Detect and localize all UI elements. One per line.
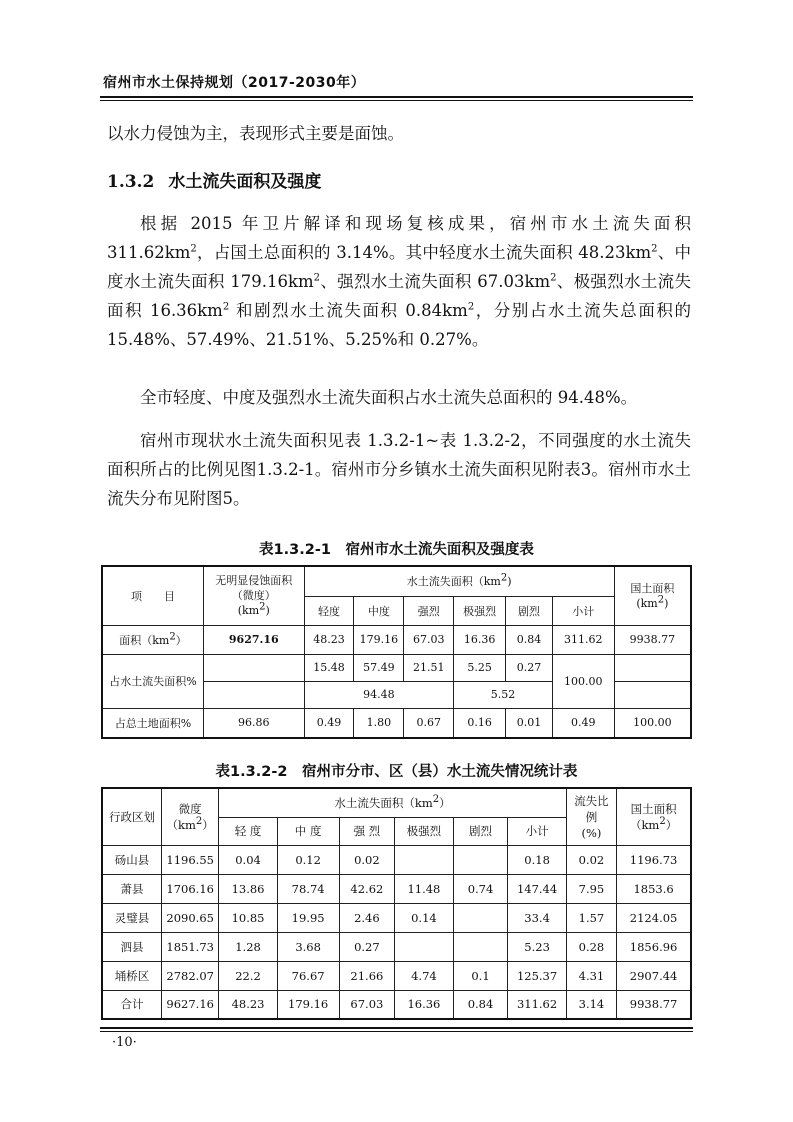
table-cell: 0.14	[395, 903, 453, 932]
hdr-line: 国土面积	[630, 801, 677, 816]
table1-sub-header: 轻度	[304, 596, 354, 625]
table-cell: 合计	[102, 990, 161, 1019]
hdr-line: (%)	[581, 825, 602, 840]
table2-sub-header: 中 度	[277, 817, 339, 845]
table-cell: 4.74	[395, 961, 453, 990]
sup: 2	[550, 272, 557, 284]
sup: 2	[657, 594, 665, 606]
table-cell: 16.36	[395, 990, 453, 1019]
table1-row-land-pct	[102, 708, 691, 738]
hdr-line: )	[507, 575, 512, 589]
table-cell: 7.95	[566, 874, 616, 903]
table-cell: 19.95	[277, 903, 339, 932]
table-cell	[614, 654, 691, 681]
table1-sub-header: 剧烈	[506, 596, 553, 625]
hdr-line: (km	[636, 596, 658, 610]
hdr-line: )	[664, 596, 669, 610]
hdr-line: 水土流失面积（km	[334, 795, 433, 810]
table-cell	[395, 845, 453, 874]
table-cell: 42.62	[339, 874, 395, 903]
table1-header-item: 项 目	[102, 566, 204, 625]
table-cell	[614, 681, 691, 708]
table-cell: 1856.96	[617, 932, 691, 961]
section-heading	[107, 167, 321, 192]
table-cell: 1.80	[354, 708, 404, 738]
p1-a: 根据 2015 年卫片解译和现场复核成果，宿州市水土流失面积 311.62km	[107, 214, 691, 262]
table1-header-loss	[304, 566, 614, 596]
table-cell	[204, 654, 305, 681]
intro-line: 以水力侵蚀为主，表现形式主要是面蚀。	[107, 124, 404, 143]
table-cell: 1.57	[566, 903, 616, 932]
hdr-line: ）	[439, 795, 451, 810]
table-cell: 9627.16	[204, 625, 305, 654]
footer-rule	[100, 1027, 693, 1029]
table2-header-region: 行政区划	[102, 788, 161, 845]
table2-header-micro	[161, 788, 218, 845]
table-cell	[453, 932, 508, 961]
table-cell: 9627.16	[161, 990, 218, 1019]
table-cell: 16.36	[454, 625, 506, 654]
table-cell: 1.28	[219, 932, 277, 961]
p1-c: 、中度水土流失面积 179.16km	[107, 243, 691, 291]
table-cell: 9938.77	[617, 990, 691, 1019]
table1-sub-header: 极强烈	[454, 596, 506, 625]
table-cell: 5.25	[454, 654, 506, 681]
table-row-total	[102, 990, 691, 1019]
table-cell: 砀山县	[102, 845, 161, 874]
table2-body	[102, 845, 691, 1019]
table-cell: 2124.05	[617, 903, 691, 932]
table1-row-loss-pct	[102, 654, 691, 681]
sup: 2	[500, 572, 508, 584]
table2-sub-header: 剧烈	[453, 817, 508, 845]
table-cell: 0.84	[506, 625, 553, 654]
table-cell: 0.67	[404, 708, 454, 738]
table-cell: 311.62	[508, 990, 566, 1019]
table1-sub-header: 小计	[552, 596, 614, 625]
table-cell: 100.00	[552, 654, 614, 708]
table-cell: 0.49	[552, 708, 614, 738]
hdr-line: 水土流失面积（km	[406, 575, 501, 589]
hdr-line: 微度	[178, 801, 202, 816]
hdr-line: (km	[237, 604, 260, 618]
table-cell	[453, 845, 508, 874]
table-cell: 147.44	[508, 874, 566, 903]
table-cell: 3.68	[277, 932, 339, 961]
table2	[101, 787, 692, 1020]
table1	[101, 565, 692, 739]
hdr-line: 无明显侵蚀面积	[215, 574, 293, 588]
table-cell: 179.16	[354, 625, 404, 654]
table-cell: 萧县	[102, 874, 161, 903]
cell-text: 面积（km	[119, 633, 170, 647]
table-cell	[204, 681, 305, 708]
table-row	[102, 932, 691, 961]
table-cell: 0.02	[339, 845, 395, 874]
page-number: ·10·	[112, 1035, 137, 1050]
hdr-line: )	[265, 604, 270, 618]
p1-g: ，分别占水土流失总面积的 15.48%、57.49%、21.51%、5.25%和 0.27%。	[107, 301, 691, 349]
table-row	[102, 874, 691, 903]
table-cell: 4.31	[566, 961, 616, 990]
table-cell: 125.37	[508, 961, 566, 990]
footer-rule-thin	[100, 1031, 693, 1032]
table-cell: 15.48	[304, 654, 354, 681]
table-cell: 占水土流失面积%	[102, 654, 204, 708]
table-cell: 67.03	[339, 990, 395, 1019]
table-cell: 48.23	[219, 990, 277, 1019]
table-cell: 2782.07	[161, 961, 218, 990]
sup: 2	[467, 301, 475, 313]
table-cell: 5.52	[454, 681, 553, 708]
table-cell: 1706.16	[161, 874, 218, 903]
table-cell: 泗县	[102, 932, 161, 961]
cell-text: ）	[175, 633, 187, 647]
table-row	[102, 845, 691, 874]
table-cell: 0.18	[508, 845, 566, 874]
table2-caption: 表1.3.2-2 宿州市分市、区（县）水土流失情况统计表	[215, 764, 578, 780]
table-cell: 5.23	[508, 932, 566, 961]
table-cell: 100.00	[614, 708, 691, 738]
p1-e: 、极强烈水土流失面积 16.36km	[107, 272, 691, 320]
header-rule	[100, 96, 693, 98]
sup: 2	[659, 815, 666, 827]
p1-d: 、强烈水土流失面积 67.03km	[320, 272, 551, 291]
table-cell: 2.46	[339, 903, 395, 932]
table-cell: 0.27	[339, 932, 395, 961]
table-cell: 埇桥区	[102, 961, 161, 990]
sup: 2	[222, 301, 230, 313]
table-cell: 2907.44	[617, 961, 691, 990]
table-cell: 78.74	[277, 874, 339, 903]
table2-sub-header: 轻 度	[219, 817, 277, 845]
paragraph-2: 全市轻度、中度及强烈水土流失面积占水土流失总面积的 94.48%。	[140, 388, 638, 407]
table-cell	[395, 932, 453, 961]
table-cell: 1851.73	[161, 932, 218, 961]
table-cell: 0.02	[566, 845, 616, 874]
table-cell: 0.74	[453, 874, 508, 903]
table-cell: 3.14	[566, 990, 616, 1019]
table-cell: 灵璧县	[102, 903, 161, 932]
table-cell: 21.66	[339, 961, 395, 990]
table-cell: 1853.6	[617, 874, 691, 903]
table1-header-nonobvious	[204, 566, 305, 625]
table-cell: 0.49	[304, 708, 354, 738]
table2-header-loss	[219, 788, 566, 817]
table-cell: 311.62	[552, 625, 614, 654]
table-cell: 2090.65	[161, 903, 218, 932]
table-cell: 48.23	[304, 625, 354, 654]
sup: 2	[259, 601, 266, 613]
p1-f: 和剧烈水土流失面积 0.84km	[229, 301, 468, 320]
sup: 2	[651, 243, 658, 255]
table-cell: 179.16	[277, 990, 339, 1019]
table1-caption: 表1.3.2-1 宿州市水土流失面积及强度表	[259, 542, 534, 558]
table-cell: 22.2	[219, 961, 277, 990]
sup: 2	[313, 272, 321, 284]
table-cell: 13.86	[219, 874, 277, 903]
hdr-line: （km	[166, 817, 196, 832]
sup: 2	[195, 815, 203, 827]
section-number: 1.3.2	[107, 172, 155, 192]
table-row	[102, 961, 691, 990]
hdr-line: （微度）	[231, 589, 276, 603]
table-cell: 占总土地面积%	[102, 708, 204, 738]
table1-header-land	[614, 566, 691, 625]
section-title: 水土流失面积及强度	[168, 172, 322, 192]
table1-row-area	[102, 625, 691, 654]
table-cell: 0.16	[454, 708, 506, 738]
table-cell: 96.86	[204, 708, 305, 738]
header-rule-thin	[100, 100, 693, 101]
table1-sub-header: 中度	[354, 596, 404, 625]
table1-sub-header: 强烈	[404, 596, 454, 625]
hdr-line: （km	[629, 817, 660, 832]
table-cell: 33.4	[508, 903, 566, 932]
table-row	[102, 903, 691, 932]
table-cell: 0.01	[506, 708, 553, 738]
table-cell: 10.85	[219, 903, 277, 932]
table-cell: 1196.55	[161, 845, 218, 874]
table-cell: 9938.77	[614, 625, 691, 654]
sup: 2	[169, 630, 176, 642]
table-cell: 21.51	[404, 654, 454, 681]
hdr-line: 流失比例	[574, 793, 609, 824]
table-cell: 0.84	[453, 990, 508, 1019]
sup: 2	[432, 793, 440, 805]
paragraph-3: 宿州市现状水土流失面积见表 1.3.2-1~表 1.3.2-2，不同强度的水土流失面积所占的比例见图1.3.2-1。宿州市分乡镇水土流失面积见附表3。宿州市水土流失分布见附图5。	[107, 431, 691, 508]
table-cell: 57.49	[354, 654, 404, 681]
table2-header-land	[617, 788, 691, 845]
table-cell: 94.48	[304, 681, 454, 708]
table2-sub-header: 小计	[508, 817, 566, 845]
table-cell: 0.04	[219, 845, 277, 874]
table2-sub-header: 强 烈	[339, 817, 395, 845]
table-cell: 0.1	[453, 961, 508, 990]
hdr-line: ）	[202, 817, 214, 832]
sup: 2	[190, 243, 197, 255]
paragraph-1	[107, 209, 691, 354]
hdr-line: 国土面积	[630, 581, 675, 595]
table-cell: 0.28	[566, 932, 616, 961]
table-cell: 0.27	[506, 654, 553, 681]
table-cell	[102, 625, 204, 654]
p1-b: ，占国土总面积的 3.14%。其中轻度水土流失面积 48.23km	[196, 243, 652, 262]
hdr-line: ）	[665, 817, 678, 832]
table-cell: 1196.73	[617, 845, 691, 874]
running-header: 宿州市水土保持规划（2017-2030年）	[103, 75, 366, 91]
table-cell	[453, 903, 508, 932]
table2-sub-header: 极强烈	[395, 817, 453, 845]
table-cell: 67.03	[404, 625, 454, 654]
table-cell: 0.12	[277, 845, 339, 874]
table2-header-ratio	[566, 788, 616, 845]
table-cell: 76.67	[277, 961, 339, 990]
table-cell: 11.48	[395, 874, 453, 903]
